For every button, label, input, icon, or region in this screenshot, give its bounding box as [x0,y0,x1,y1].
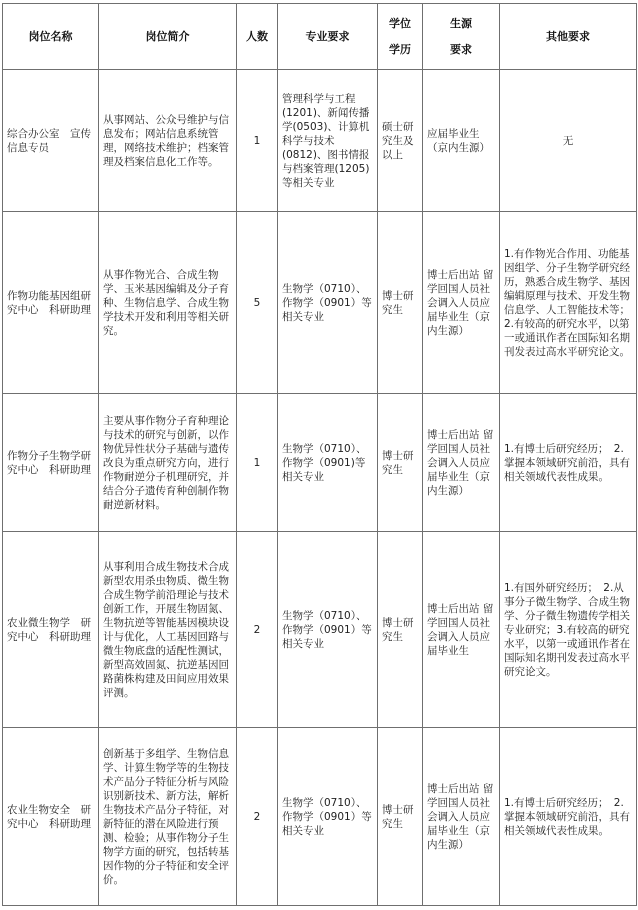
header-source: 生源 要求 [423,4,500,70]
other-cell: 1.有博士后研究经历； 2.掌握本领域研究前沿，具有相关领域代表性成果。 [500,728,637,906]
job-intro-cell: 从事网站、公众号维护与信息发布；网站信息系统管理，网络技术维护；档案管理及档案信息化工作等。 [99,70,237,212]
major-cell: 生物学（0710）、作物学（0901）等相关专业 [278,212,378,394]
job-intro-cell: 从事利用合成生物技术合成新型农用杀虫物质、微生物合成生物学前沿理论与技术创新工作，开展生物固氮、生物抗逆等智能基因模块设计与优化，人工基因回路与微生物底盘的适配性测试，新型高效固氮、抗逆基因回路菌株构建及田间应用效果评测。 [99,532,237,728]
degree-cell: 硕士研究生及以上 [378,70,423,212]
headcount-cell: 5 [237,212,278,394]
header-headcount: 人数 [237,4,278,70]
header-degree: 学位 学历 [378,4,423,70]
source-cell: 应届毕业生 （京内生源） [423,70,500,212]
headcount-cell: 2 [237,532,278,728]
job-intro-cell: 主要从事作物分子育种理论与技术的研究与创新，以作物优异性状分子基础与遗传改良为重点研究方向，进行作物耐逆分子机理研究，并结合分子遗传育种创制作物耐逆新材料。 [99,394,237,532]
source-cell: 博士后出站 留学回国人员社会调入人员应届毕业生（京内生源） [423,212,500,394]
table-row [3,728,637,906]
other-cell: 1.有作物光合作用、功能基因组学、分子生物学研究经历，熟悉合成生物学、基因编辑原理与技术、开发生物信息学、人工智能技术等； 2.有较高的研究水平，以第一或通讯作者在国际知名期刊发表过高水平研究论文。 [500,212,637,394]
table-row [3,70,637,212]
headcount-cell: 2 [237,728,278,906]
job-table [2,3,637,906]
job-intro-cell: 从事作物光合、合成生物学、玉米基因编辑及分子育种、生物信息学、合成生物学技术开发和利用等相关研究。 [99,212,237,394]
other-cell: 无 [500,70,637,212]
source-cell: 博士后出站 留学回国人员社会调入人员应届毕业生 [423,532,500,728]
degree-cell: 博士研究生 [378,728,423,906]
table-row [3,394,637,532]
major-cell: 生物学（0710）、作物学（0901）等相关专业 [278,532,378,728]
major-cell: 生物学（0710）、作物学（0901)等相关专业 [278,394,378,532]
degree-cell: 博士研究生 [378,532,423,728]
job-name-cell: 农业微生物学 研究中心 科研助理 [3,532,99,728]
header-job-name: 岗位名称 [3,4,99,70]
source-cell: 博士后出站 留学回国人员社会调入人员应届毕业生（京内生源） [423,394,500,532]
job-name-cell: 综合办公室 宣传信息专员 [3,70,99,212]
headcount-cell: 1 [237,394,278,532]
other-cell: 1.有博士后研究经历； 2.掌握本领域研究前沿，具有相关领域代表性成果。 [500,394,637,532]
header-job-intro: 岗位简介 [99,4,237,70]
table-row [3,212,637,394]
job-name-cell: 作物功能基因组研究中心 科研助理 [3,212,99,394]
job-name-cell: 农业生物安全 研究中心 科研助理 [3,728,99,906]
degree-cell: 博士研究生 [378,394,423,532]
headcount-cell: 1 [237,70,278,212]
header-other: 其他要求 [500,4,637,70]
table-row [3,532,637,728]
other-cell: 1.有国外研究经历； 2.从事分子微生物学、合成生物学、分子微生物遗传学相关专业研究；3.有较高的研究水平，以第一或通讯作者在国际知名期刊发表过高水平研究论文。 [500,532,637,728]
job-intro-cell: 创新基于多组学、生物信息学、计算生物学等的生物技术产品分子特征分析与风险识别新技术、新方法，解析生物技术产品分子特征，对新特征的潜在风险进行预测、检验；从事作物分子生物学方面的研究，包括转基因作物的分子特征和安全评价。 [99,728,237,906]
major-cell: 生物学（0710）、作物学（0901）等相关专业 [278,728,378,906]
degree-cell: 博士研究生 [378,212,423,394]
job-name-cell: 作物分子生物学研究中心 科研助理 [3,394,99,532]
header-major: 专业要求 [278,4,378,70]
table-header-row [3,4,637,70]
major-cell: 管理科学与工程(1201)、新闻传播学(0503)、计算机科学与技术(0812)、图书情报与档案管理(1205)等相关专业 [278,70,378,212]
source-cell: 博士后出站 留学回国人员社会调入人员应届毕业生（京内生源） [423,728,500,906]
